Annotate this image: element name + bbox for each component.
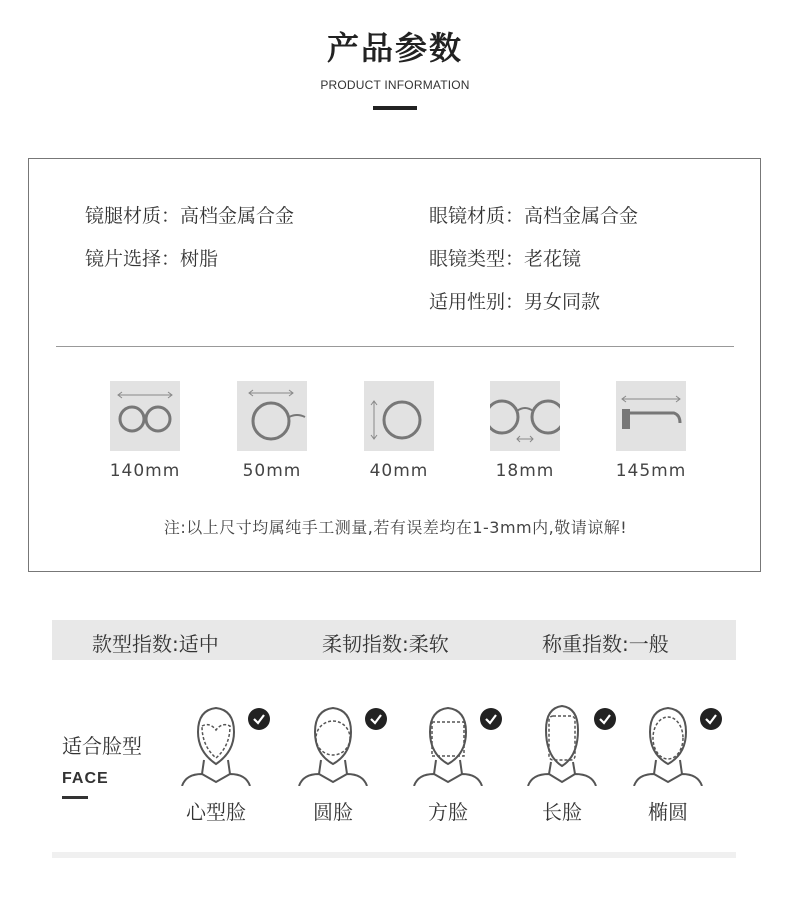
face-section-underline — [62, 796, 88, 799]
temple-length-icon — [616, 381, 686, 451]
index-style: 款型指数:适中 — [92, 632, 219, 656]
dimension-value: 40mm — [369, 461, 429, 481]
face-oval — [618, 702, 718, 825]
oval-face-icon — [628, 702, 708, 786]
spec-value: 男女同款 — [524, 291, 601, 313]
spec-row-glasses-material — [429, 205, 638, 227]
index-bar — [52, 620, 736, 660]
spec-column-left — [85, 205, 294, 291]
measurement-note: 注:以上尺寸均属纯手工测量,若有误差均在1-3mm内,敬请谅解! — [163, 518, 628, 537]
dimension-value: 145mm — [615, 461, 687, 481]
bottom-divider — [52, 852, 736, 858]
round-face-icon — [293, 702, 373, 786]
spec-key: 适用性别： — [429, 291, 525, 313]
spec-row-glasses-type — [429, 248, 638, 270]
face-round — [283, 702, 383, 825]
check-icon — [248, 708, 270, 730]
heart-face-icon — [176, 702, 256, 786]
dimension-frame-width — [90, 381, 200, 481]
spec-box — [28, 158, 761, 572]
face-section-title: 适合脸型 — [62, 734, 142, 758]
page-subtitle: PRODUCT INFORMATION — [320, 78, 470, 92]
spec-row-lens-option — [85, 248, 294, 270]
dimension-lens-width — [217, 381, 327, 481]
check-icon — [365, 708, 387, 730]
face-label: 椭圆 — [648, 800, 688, 824]
lens-width-icon — [237, 381, 307, 451]
index-weight: 称重指数:一般 — [542, 632, 669, 656]
dimension-bridge-width — [470, 381, 580, 481]
spec-value: 高档金属合金 — [524, 205, 639, 227]
spec-key: 镜腿材质： — [85, 205, 181, 227]
bridge-width-icon — [490, 381, 560, 451]
square-face-icon — [408, 702, 488, 786]
spec-divider — [56, 346, 734, 347]
face-label: 圆脸 — [313, 800, 353, 824]
dimension-value: 50mm — [242, 461, 302, 481]
face-heart — [166, 702, 266, 825]
face-section-subtitle: FACE — [62, 770, 109, 787]
spec-value: 树脂 — [180, 248, 219, 270]
face-label: 方脸 — [428, 800, 468, 824]
spec-value: 老花镜 — [524, 248, 582, 270]
spec-column-right — [429, 205, 638, 334]
page-title: 产品参数 — [326, 29, 463, 67]
spec-row-gender — [429, 291, 638, 313]
dimension-lens-height — [344, 381, 454, 481]
spec-value: 高档金属合金 — [180, 205, 295, 227]
index-flexibility: 柔韧指数:柔软 — [322, 632, 449, 656]
title-underline — [373, 106, 417, 110]
spec-key: 镜片选择： — [85, 248, 181, 270]
spec-key: 眼镜材质： — [429, 205, 525, 227]
face-label: 心型脸 — [186, 800, 246, 824]
check-icon — [480, 708, 502, 730]
face-square — [398, 702, 498, 825]
dimension-value: 140mm — [109, 461, 181, 481]
frame-width-icon — [110, 381, 180, 451]
dimension-value: 18mm — [495, 461, 555, 481]
face-label: 长脸 — [542, 800, 582, 824]
check-icon — [594, 708, 616, 730]
lens-height-icon — [364, 381, 434, 451]
face-long — [512, 702, 612, 825]
dimension-temple-length — [596, 381, 706, 481]
long-face-icon — [522, 702, 602, 786]
spec-key: 眼镜类型： — [429, 248, 525, 270]
header — [0, 28, 790, 110]
check-icon — [700, 708, 722, 730]
spec-row-temple-material — [85, 205, 294, 227]
